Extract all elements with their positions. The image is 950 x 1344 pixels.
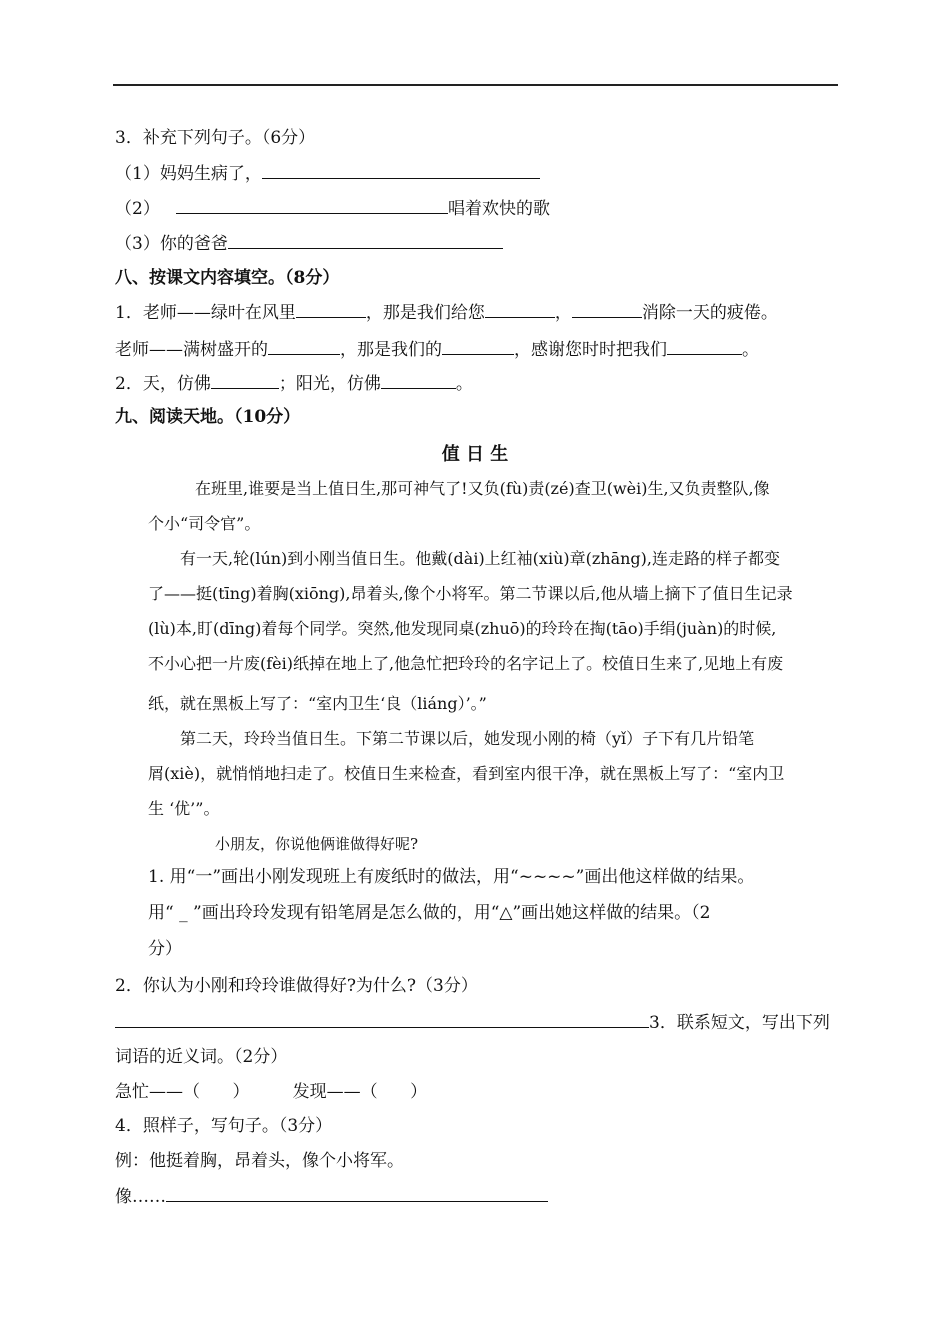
answer-blank[interactable] [381,371,456,389]
sec9-q1-line: 1. 用“一”画出小刚发现班上有废纸时的做法，用“~~~~”画出他这样做的结果。 [148,867,755,887]
sec9-q3-line: 词语的近义词。（2分） [115,1047,288,1067]
q3-heading: 3．补充下列句子。（6分） [115,128,316,148]
passage-p3-line: 第二天，玲玲当值日生。下第二节课以后，她发现小刚的椅（yǐ）子下有几片铅笔 [180,729,755,748]
q3-sentence-1: （1）妈妈生病了， [115,161,540,186]
answer-blank[interactable] [262,161,540,179]
sec8-line-1: 1．老师——绿叶在风里 ，那是我们给您 ， 消除一天的疲倦。 [115,300,778,325]
sec9-q2: 2．你认为小刚和玲玲谁做得好?为什么?（3分） [115,976,478,996]
header-rule [113,84,838,86]
answer-blank[interactable] [572,300,642,318]
passage-p1-line: 在班里,谁要是当上值日生,那可神气了!又负(fù)责(zé)查卫(wèi)生,又负责整队,像 [195,479,770,498]
passage-p2-line: 有一天,轮(lún)到小刚当值日生。他戴(dài)上红袖(xiù)章(zhāng),连走路的样子都变 [180,549,781,568]
sec8-line-3: 2．天，仿佛 ；阳光，仿佛 。 [115,371,473,396]
section-8-heading: 八、按课文内容填空。（8分） [115,268,340,288]
passage-p2-line: (lù)本,盯(dīng)着每个同学。突然,他发现同桌(zhuō)的玲玲在掏(tāo)手绢(juàn)的时候, [148,619,777,638]
sec9-q1-line: 用“ _ ”画出玲玲发现有铅笔屑是怎么做的，用“△”画出她这样做的结果。（2 [148,903,711,923]
answer-blank[interactable] [268,337,340,355]
passage-title: 值 日 生 [441,444,509,465]
q3-sentence-2: （2） 唱着欢快的歌 [115,196,550,221]
passage-p2-line: 纸，就在黑板上写了：“室内卫生‘良（liáng）’。” [148,694,487,713]
answer-blank[interactable] [115,1010,649,1028]
answer-blank[interactable] [228,231,503,249]
answer-blank[interactable] [296,300,366,318]
answer-blank[interactable] [211,371,279,389]
sec9-q2-answer-line: 3．联系短文，写出下列 [115,1010,830,1035]
answer-blank[interactable] [442,337,514,355]
passage-p3-line: 屑(xiè)，就悄悄地扫走了。校值日生来检查，看到室内很干净，就在黑板上写了：“室内卫 [148,764,785,783]
sec9-q4: 4．照样子，写句子。（3分） [115,1116,333,1136]
q3-sentence-3: （3）你的爸爸 [115,231,503,256]
answer-blank[interactable] [667,337,742,355]
sec9-q1-line: 分） [148,939,182,959]
sec9-q4-answer: 像…… [115,1184,548,1209]
sec8-line-2: 老师——满树盛开的 ，那是我们的 ，感谢您时时把我们 。 [115,337,759,362]
passage-p4: 小朋友，你说他俩谁做得好呢? [215,835,419,853]
passage-p1-line: 个小“司令官”。 [148,514,261,533]
passage-p2-line: 不小心把一片废(fèi)纸掉在地上了,他急忙把玲玲的名字记上了。校值日生来了,见地上有废 [148,654,784,673]
passage-p2-line: 了——挺(tīng)着胸(xiōng),昂着头,像个小将军。第二节课以后,他从墙上摘下了值日生记录 [148,584,793,603]
sec9-q3-synonyms: 急忙——（ ） 发现——（ ） [115,1082,428,1102]
passage-p3-line: 生 ‘优’”。 [148,799,220,818]
sec9-q4-example: 例：他挺着胸，昂着头，像个小将军。 [115,1151,404,1171]
section-9-heading: 九、阅读天地。（10分） [115,407,301,427]
answer-blank[interactable] [166,1184,548,1202]
answer-blank[interactable] [176,196,448,214]
answer-blank[interactable] [485,300,555,318]
